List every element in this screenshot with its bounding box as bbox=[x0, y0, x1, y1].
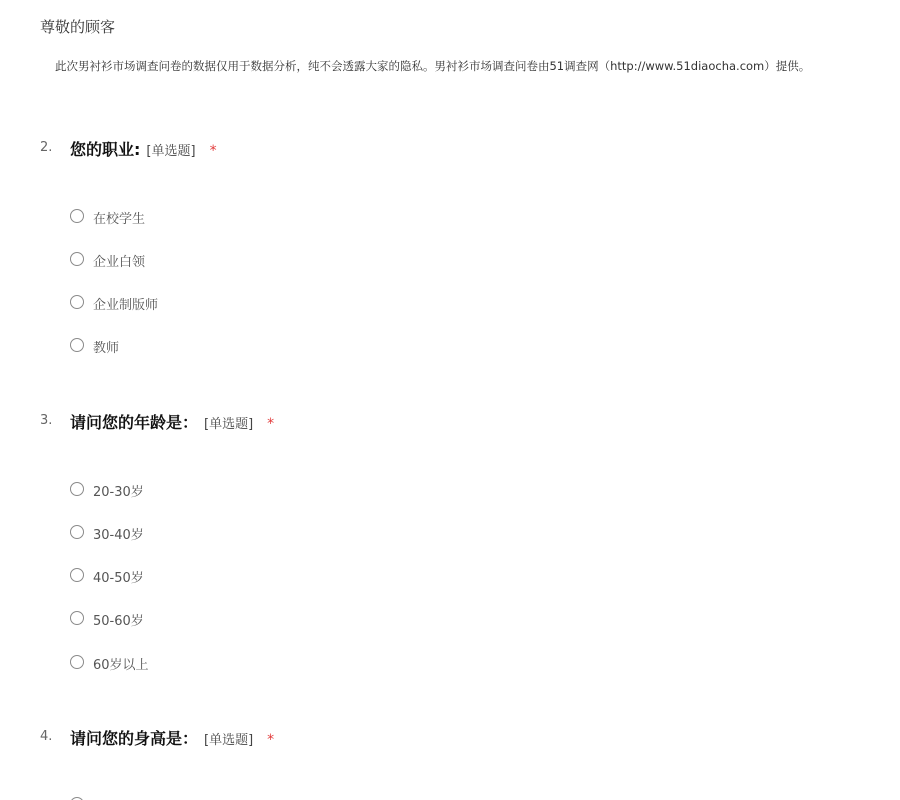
option-label[interactable]: 40-50岁 bbox=[93, 571, 144, 586]
radio-button[interactable] bbox=[70, 338, 84, 352]
option-label[interactable]: 20-30岁 bbox=[93, 485, 144, 500]
option-label[interactable]: 50-60岁 bbox=[93, 614, 144, 629]
question-type-badge: [单选题] bbox=[204, 733, 254, 748]
radio-button[interactable] bbox=[70, 295, 84, 309]
question-title bbox=[70, 726, 274, 749]
question-number: 3. bbox=[40, 413, 53, 428]
question-title-text: 请问您的身高是： bbox=[70, 729, 199, 748]
question-3 bbox=[0, 410, 900, 673]
question-title-text: 请问您的年龄是： bbox=[70, 413, 199, 432]
option-label[interactable]: 企业白领 bbox=[93, 255, 146, 270]
required-mark: * bbox=[209, 143, 217, 159]
radio-button[interactable] bbox=[70, 252, 84, 266]
required-mark: * bbox=[267, 732, 275, 748]
option-label[interactable]: 30-40岁 bbox=[93, 528, 144, 543]
radio-button[interactable] bbox=[70, 525, 84, 539]
radio-button[interactable] bbox=[70, 209, 84, 223]
question-title bbox=[70, 137, 217, 160]
question-number: 2. bbox=[40, 140, 53, 155]
question-type-badge: [单选题] bbox=[204, 417, 254, 432]
radio-button[interactable] bbox=[70, 482, 84, 496]
question-4 bbox=[0, 726, 900, 750]
question-2 bbox=[0, 137, 900, 356]
option-label[interactable]: 教师 bbox=[93, 341, 120, 356]
required-mark: * bbox=[267, 416, 275, 432]
question-title-text: 您的职业: bbox=[70, 140, 141, 159]
radio-button[interactable] bbox=[70, 611, 84, 625]
intro-text: 此次男衬衫市场调查问卷的数据仅用于数据分析，纯不会透露大家的隐私。男衬衫市场调查问卷由51调查网（http://www.51diaocha.com）提供。 bbox=[55, 59, 811, 73]
question-title bbox=[70, 410, 274, 433]
question-header bbox=[0, 410, 900, 434]
option-label[interactable]: 在校学生 bbox=[93, 212, 146, 227]
question-number: 4. bbox=[40, 729, 53, 744]
question-header bbox=[0, 137, 900, 161]
radio-button[interactable] bbox=[70, 655, 84, 669]
option-label[interactable]: 企业制版师 bbox=[93, 298, 159, 313]
question-header bbox=[0, 726, 900, 750]
question-type-badge: [单选题] bbox=[146, 144, 196, 159]
radio-button[interactable] bbox=[70, 568, 84, 582]
option-label[interactable]: 60岁以上 bbox=[93, 658, 149, 673]
greeting-heading: 尊敬的顾客 bbox=[40, 18, 116, 36]
